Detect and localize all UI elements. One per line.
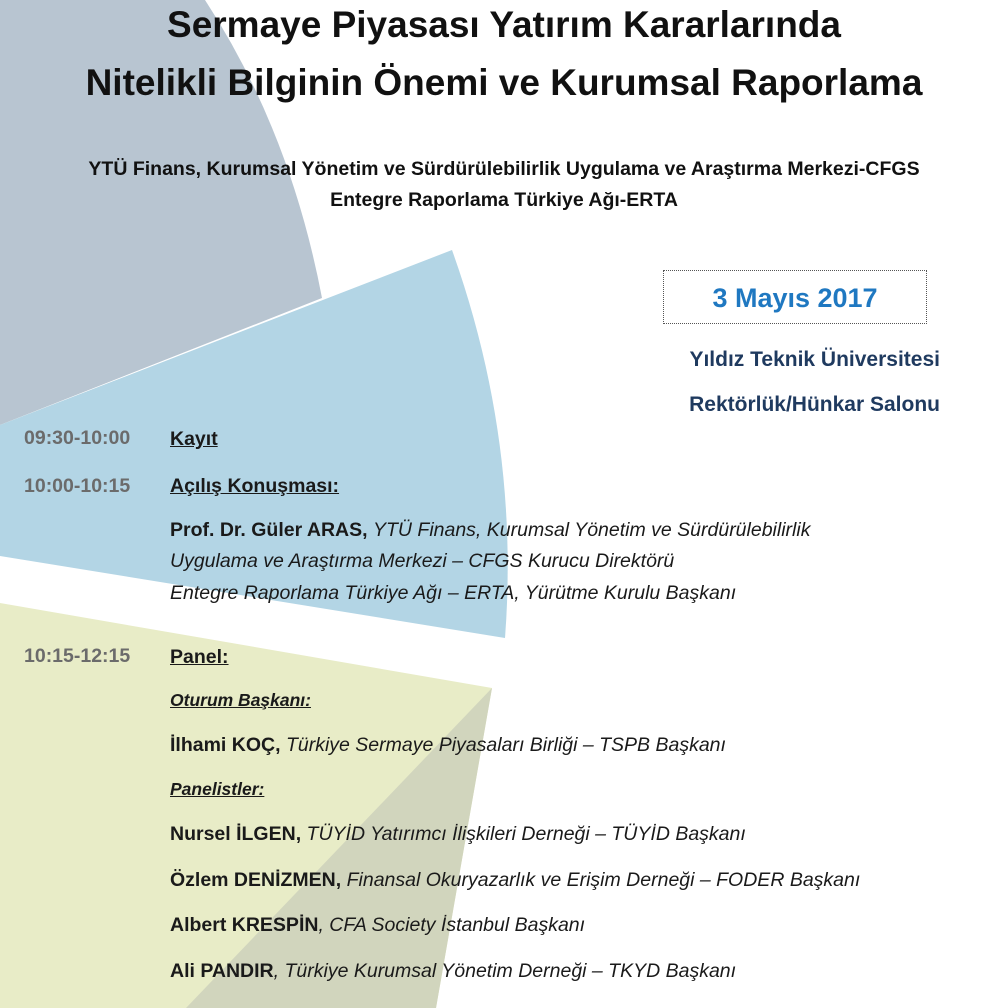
- opening-speaker-role-line3: Entegre Raporlama Türkiye Ağı – ERTA, Yürütme Kurulu Başkanı: [170, 582, 737, 604]
- opening-label: Açılış Konuşması:: [170, 475, 340, 497]
- event-date-box: 3 Mayıs 2017: [663, 270, 927, 324]
- organizer-line2: Entegre Raporlama Türkiye Ağı-ERTA: [330, 189, 678, 211]
- organizer-line1: YTÜ Finans, Kurumsal Yönetim ve Sürdürülebilirlik Uygulama ve Araştırma Merkezi-CFGS: [88, 158, 920, 180]
- panelist-name: Albert KRESPİN: [170, 914, 319, 936]
- panelists-label: Panelistler:: [170, 779, 265, 799]
- registration-label: Kayıt: [170, 428, 218, 450]
- panelist-role: , CFA Society İstanbul Başkanı: [318, 914, 586, 936]
- panelist-role: TÜYİD Yatırımcı İlişkileri Derneği – TÜYİD Başkanı: [306, 823, 746, 845]
- panelist-row: [170, 823, 746, 846]
- opening-time: 10:00-10:15: [24, 475, 131, 497]
- venue-line2: Rektörlük/Hünkar Salonu: [689, 393, 940, 416]
- panelist-name: Özlem DENİZMEN,: [170, 869, 342, 891]
- panel-time: 10:15-12:15: [24, 645, 131, 667]
- panel-chair-name: İlhami KOÇ,: [170, 734, 281, 756]
- opening-speaker-name: Prof. Dr. Güler ARAS,: [170, 519, 368, 541]
- opening-speaker-role-line1: YTÜ Finans, Kurumsal Yönetim ve Sürdürülebilirlik: [372, 519, 811, 541]
- panelist-name: Nursel İLGEN,: [170, 823, 302, 845]
- panelist-row: [170, 960, 736, 983]
- page-title-line2: Nitelikli Bilginin Önemi ve Kurumsal Raporlama: [85, 62, 923, 103]
- panelist-name: Ali PANDIR: [170, 960, 274, 982]
- panel-chair: [170, 734, 726, 757]
- registration-time: 09:30-10:00: [24, 427, 131, 449]
- panelist-role: , Türkiye Kurumsal Yönetim Derneği – TKYD Başkanı: [273, 960, 737, 982]
- panel-chair-label: Oturum Başkanı:: [170, 690, 311, 710]
- venue-line1: Yıldız Teknik Üniversitesi: [689, 348, 940, 371]
- panel-chair-role: Türkiye Sermaye Piyasaları Birliği – TSPB Başkanı: [285, 734, 726, 756]
- opening-speaker: [170, 519, 810, 542]
- page-title-line1: Sermaye Piyasası Yatırım Kararlarında: [167, 4, 841, 45]
- panelist-row: [170, 914, 585, 937]
- panelist-row: [170, 869, 860, 892]
- panel-label: Panel:: [170, 646, 229, 668]
- opening-speaker-role-line2: Uygulama ve Araştırma Merkezi – CFGS Kurucu Direktörü: [170, 550, 675, 572]
- panelist-role: Finansal Okuryazarlık ve Erişim Derneği – FODER Başkanı: [346, 869, 861, 891]
